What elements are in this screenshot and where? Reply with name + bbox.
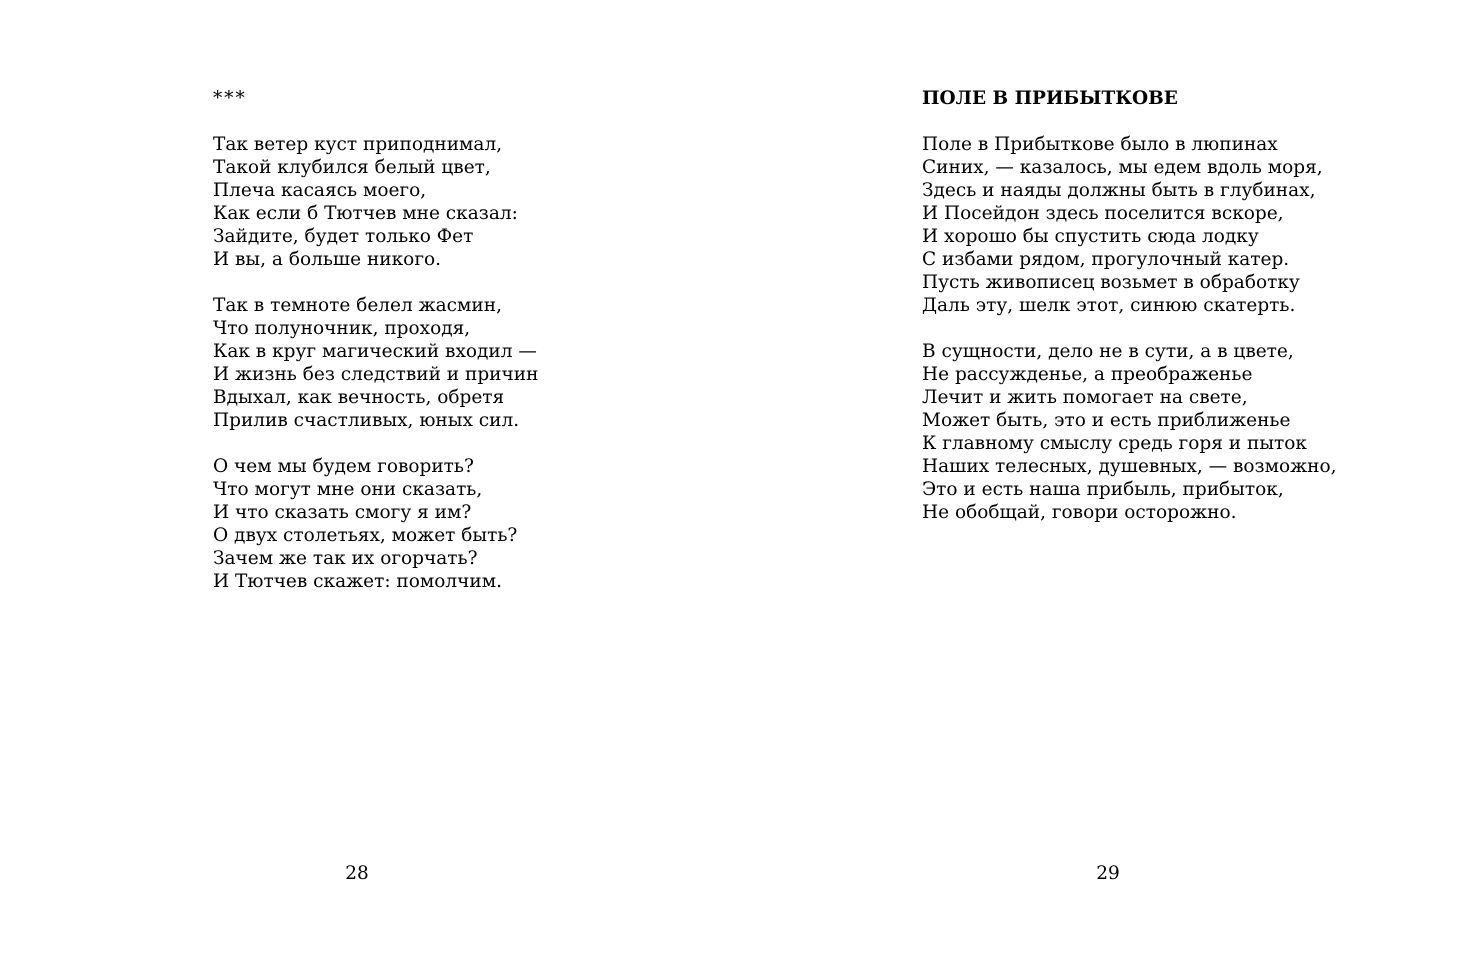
- poem-line: О двух столетьях, может быть?: [213, 525, 518, 546]
- poem-line: Как в круг магический входил —: [213, 341, 537, 362]
- poem-line: Может быть, это и есть приближенье: [922, 410, 1291, 431]
- poem-line: И что сказать смогу я им?: [213, 502, 472, 523]
- poem-line: Наших телесных, душевных, — возможно,: [922, 456, 1337, 477]
- poem-line: Зачем же так их огорчать?: [213, 548, 478, 569]
- poem-line: Плеча касаясь моего,: [213, 180, 427, 201]
- poem-line: Это и есть наша прибыль, прибыток,: [922, 479, 1284, 500]
- poem-line: Лечит и жить помогает на свете,: [922, 387, 1248, 408]
- poem-line: И Тютчев скажет: помолчим.: [213, 571, 503, 592]
- poem-title: ПОЛЕ В ПРИБЫТКОВЕ: [922, 88, 1178, 109]
- poem-line: Здесь и наяды должны быть в глубинах,: [922, 180, 1316, 201]
- poem-line: В сущности, дело не в сути, а в цвете,: [922, 341, 1294, 362]
- poem-left: [213, 87, 538, 616]
- page-number-left: 28: [345, 863, 369, 884]
- poem-line: Так в темноте белел жасмин,: [213, 295, 502, 316]
- poem-line: К главному смыслу средь горя и пыток: [922, 433, 1307, 454]
- poem-line: О чем мы будем говорить?: [213, 456, 474, 477]
- poem-line: И вы, а больше никого.: [213, 249, 442, 270]
- poem-line: Что полуночник, проходя,: [213, 318, 471, 339]
- poem-line: Синих, — казалось, мы едем вдоль моря,: [922, 157, 1323, 178]
- poem-line: Даль эту, шелк этот, синюю скатерть.: [922, 295, 1296, 316]
- poem-line: Не рассужденье, а преображенье: [922, 364, 1253, 385]
- poem-line: Пусть живописец возьмет в обработку: [922, 272, 1300, 293]
- poem-line: Не обобщай, говори осторожно.: [922, 502, 1237, 523]
- right-page: [738, 0, 1477, 975]
- stanza: [922, 340, 1337, 524]
- poem-line: С избами рядом, прогулочный катер.: [922, 249, 1290, 270]
- left-page: [0, 0, 738, 975]
- poem-line: И хорошо бы спустить сюда лодку: [922, 226, 1259, 247]
- poem-line: Как если б Тютчев мне сказал:: [213, 203, 518, 224]
- poem-line: Вдыхал, как вечность, обретя: [213, 387, 505, 408]
- poem-line: Так ветер куст приподнимал,: [213, 134, 503, 155]
- stanza: [922, 133, 1337, 317]
- stanza: [213, 294, 538, 432]
- poem-line: И Посейдон здесь поселится вскоре,: [922, 203, 1284, 224]
- poem-right: [922, 87, 1337, 547]
- stanza: [213, 133, 538, 271]
- page-number-right: 29: [1096, 863, 1120, 884]
- poem-line: И жизнь без следствий и причин: [213, 364, 539, 385]
- poem-line: Такой клубился белый цвет,: [213, 157, 491, 178]
- poem-line: Прилив счастливых, юных сил.: [213, 410, 520, 431]
- stanza: [213, 455, 538, 593]
- poem-line: Поле в Прибыткове было в люпинах: [922, 134, 1278, 155]
- poem-title-asterisks: ***: [213, 88, 247, 109]
- poem-line: Зайдите, будет только Фет: [213, 226, 474, 247]
- poem-line: Что могут мне они сказать,: [213, 479, 483, 500]
